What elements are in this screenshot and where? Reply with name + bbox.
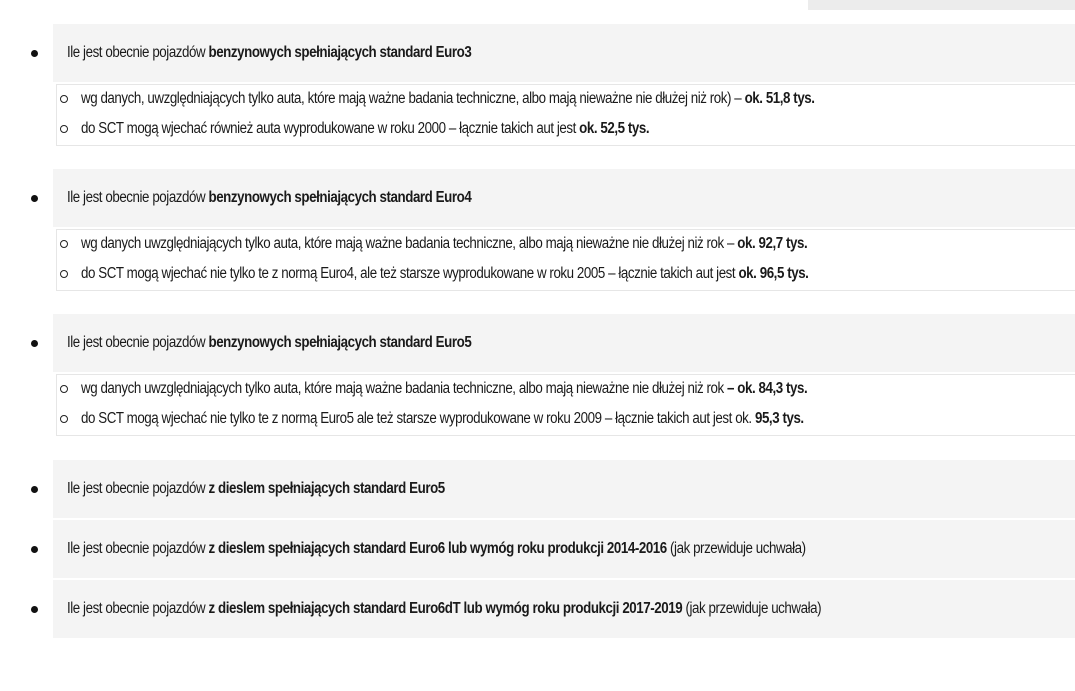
list-item — [57, 115, 1075, 145]
list-item — [57, 260, 1075, 290]
list-item — [57, 405, 1075, 435]
question-text: Ile jest obecnie pojazdów z dieslem spełniających standard Euro6dT lub wymóg roku produkcji 2017-2019 (jak przewiduje uchwała) — [67, 600, 822, 617]
bullet-icon — [31, 340, 38, 347]
question-row — [53, 580, 1075, 638]
list-item — [57, 85, 1075, 115]
sub-item-text: do SCT mogą wjechać również auta wyprodukowane w roku 2000 – łącznie takich aut jest ok. 52,5 tys. — [81, 120, 650, 137]
bullet-icon — [31, 606, 38, 613]
question-text: Ile jest obecnie pojazdów z dieslem spełniających standard Euro6 lub wymóg roku produkcji 2014-2016 (jak przewiduje uchwała) — [67, 540, 806, 557]
sub-list — [56, 374, 1075, 436]
bullet-icon — [31, 195, 38, 202]
circle-bullet-icon — [60, 385, 68, 393]
question-row — [53, 314, 1075, 372]
question-row — [53, 24, 1075, 82]
sub-list — [56, 84, 1075, 146]
question-text: Ile jest obecnie pojazdów benzynowych spełniających standard Euro5 — [67, 334, 472, 351]
circle-bullet-icon — [60, 125, 68, 133]
circle-bullet-icon — [60, 415, 68, 423]
sub-list — [56, 229, 1075, 291]
sub-item-text: wg danych uwzględniających tylko auta, które mają ważne badania techniczne, albo mają nieważne nie dłużej niż rok – ok. 84,3 tys. — [81, 380, 808, 397]
sub-item-text: do SCT mogą wjechać nie tylko te z normą Euro5 ale też starsze wyprodukowane w roku 2009 – łącznie takich aut jest ok. 95,3 tys. — [81, 410, 804, 427]
circle-bullet-icon — [60, 270, 68, 278]
top-gray-strip — [808, 0, 1075, 10]
question-row — [53, 169, 1075, 227]
question-text: Ile jest obecnie pojazdów benzynowych spełniających standard Euro4 — [67, 189, 472, 206]
bullet-icon — [31, 486, 38, 493]
question-text: Ile jest obecnie pojazdów benzynowych spełniających standard Euro3 — [67, 44, 472, 61]
circle-bullet-icon — [60, 95, 68, 103]
bullet-icon — [31, 50, 38, 57]
list-item — [57, 375, 1075, 405]
circle-bullet-icon — [60, 240, 68, 248]
list-item — [57, 230, 1075, 260]
question-row — [53, 520, 1075, 578]
sub-item-text: do SCT mogą wjechać nie tylko te z normą Euro4, ale też starsze wyprodukowane w roku 2005 – łącznie takich aut jest ok. 96,5 tys. — [81, 265, 809, 282]
question-text: Ile jest obecnie pojazdów z dieslem spełniających standard Euro5 — [67, 480, 445, 497]
question-row — [53, 460, 1075, 518]
bullet-icon — [31, 546, 38, 553]
sub-item-text: wg danych uwzględniających tylko auta, które mają ważne badania techniczne, albo mają nieważne nie dłużej niż rok – ok. 92,7 tys. — [81, 235, 808, 252]
sub-item-text: wg danych, uwzględniających tylko auta, które mają ważne badania techniczne, albo mają nieważne nie dłużej niż rok) – ok. 51,8 tys. — [81, 90, 815, 107]
